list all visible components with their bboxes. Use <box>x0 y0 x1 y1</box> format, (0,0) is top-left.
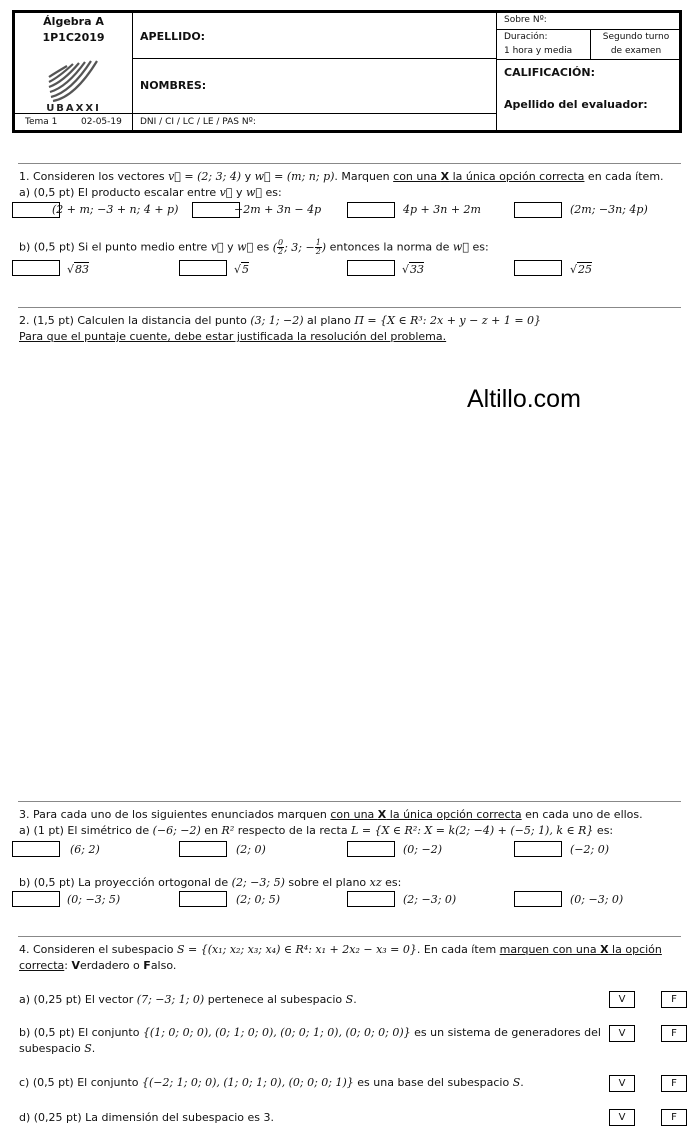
text: la única opción correcta <box>386 808 522 821</box>
text: y <box>241 170 255 183</box>
text: es <box>253 240 273 254</box>
false-option[interactable]: F <box>661 1075 687 1092</box>
math: {(1; 0; 0; 0), (0; 1; 0; 0), (0; 0; 1; 0), (0; 0; 0; 0)} <box>142 1026 411 1039</box>
answer-checkbox[interactable] <box>347 260 395 276</box>
text: es un sistema de generadores del <box>410 1026 601 1039</box>
q2-justify-note: Para que el puntaje cuente, debe estar justificada la resolución del problema. <box>19 330 447 343</box>
q3b-option-1: (0; −3; 5) <box>67 893 121 906</box>
text: X <box>600 943 609 956</box>
text: . <box>91 1042 96 1055</box>
turno-line1: Segundo turno <box>602 32 670 42</box>
math: S <box>512 1076 521 1089</box>
paren: ) <box>321 240 327 254</box>
false-option[interactable]: F <box>661 1025 687 1042</box>
radicand: 83 <box>75 263 90 276</box>
answer-checkbox[interactable] <box>514 841 562 857</box>
q3a-option-4: (−2; 0) <box>570 843 609 856</box>
answer-checkbox[interactable] <box>514 891 562 907</box>
q1a-statement <box>19 186 282 199</box>
math: v⃗ <box>219 186 233 199</box>
math: w⃗ <box>245 186 263 199</box>
text: con una <box>393 170 441 183</box>
text: 2. (1,5 pt) Calculen la distancia del punto <box>19 314 251 327</box>
q1-intro <box>19 170 664 183</box>
text: X <box>440 170 450 183</box>
evaluador-label: Apellido del evaluador: <box>504 98 648 111</box>
radicand: 33 <box>410 263 425 276</box>
q4b-statement-cont <box>19 1042 95 1055</box>
text: a) (1 pt) El simétrico de <box>19 824 153 837</box>
divider <box>496 59 679 60</box>
q1b-statement <box>19 239 489 256</box>
text: c) (0,5 pt) El conjunto <box>19 1076 142 1089</box>
text: y <box>223 240 238 254</box>
true-option[interactable]: V <box>609 991 635 1008</box>
fraction <box>277 239 284 256</box>
answer-checkbox[interactable] <box>347 841 395 857</box>
text: b) (0,5 pt) La proyección ortogonal de <box>19 876 232 889</box>
q3a-option-2: (2; 0) <box>236 843 266 856</box>
text: en cada ítem. <box>584 170 664 183</box>
midpoint <box>272 238 327 256</box>
math: w⃗ <box>237 240 254 254</box>
math: (−6; −2) <box>152 824 201 837</box>
math: S <box>84 1042 92 1055</box>
text: entonces la norma de <box>326 240 453 254</box>
q1a-option-4: (2m; −3n; 4p) <box>570 203 648 216</box>
dni-label: DNI / CI / LC / LE / PAS Nº: <box>140 117 256 127</box>
text: subespacio <box>19 1042 85 1055</box>
math: (2; −3; 5) <box>231 876 285 889</box>
text: en <box>200 824 222 837</box>
sqrt-sign: √ <box>234 263 242 276</box>
sobre-label: Sobre Nº: <box>504 15 547 25</box>
text: . Marquen <box>334 170 394 183</box>
course-name: Álgebra A <box>43 15 104 28</box>
math: v⃗ = (2; 3; 4) <box>168 170 242 183</box>
text: 4. Consideren el subespacio <box>19 943 177 956</box>
duracion-value: 1 hora y media <box>504 46 573 56</box>
answer-checkbox[interactable] <box>12 841 60 857</box>
text: ; 3; − <box>284 240 315 254</box>
q4a-statement <box>19 993 357 1006</box>
calificacion-label: CALIFICACIÓN: <box>504 66 596 79</box>
text: la opción <box>608 943 662 956</box>
answer-checkbox[interactable] <box>179 891 227 907</box>
q4b-statement <box>19 1026 601 1039</box>
text: sobre el plano <box>284 876 370 889</box>
section-divider <box>18 936 681 937</box>
math: (3; 1; −2) <box>250 314 304 327</box>
text: erdadero o <box>79 959 144 972</box>
math: {(−2; 1; 0; 0), (1; 0; 1; 0), (0; 0; 0; 1)} <box>142 1076 354 1089</box>
text: correcta <box>19 959 65 972</box>
text: b) (0,5 pt) El conjunto <box>19 1026 143 1039</box>
text: es: <box>593 824 614 837</box>
text: en cada uno de ellos. <box>521 808 643 821</box>
text: : <box>64 959 72 972</box>
duracion-label: Duración: <box>504 32 548 42</box>
q4c-statement <box>19 1076 524 1089</box>
exam-date: 02-05-19 <box>81 117 122 127</box>
math: w⃗ = (m; n; p) <box>254 170 335 183</box>
text: 3. Para cada uno de los siguientes enunciados marquen <box>19 808 331 821</box>
text: X <box>377 808 387 821</box>
exam-header <box>12 10 682 133</box>
denominator: 2 <box>315 247 321 256</box>
text <box>393 170 584 183</box>
text <box>330 808 521 821</box>
text: es una base del subespacio <box>353 1076 513 1089</box>
text: al plano <box>303 314 355 327</box>
text: V <box>71 959 80 972</box>
true-option[interactable]: V <box>609 1025 635 1042</box>
q3a-option-1: (6; 2) <box>70 843 100 856</box>
false-option[interactable]: F <box>661 991 687 1008</box>
answer-checkbox[interactable] <box>347 891 395 907</box>
q3-intro <box>19 808 643 821</box>
text: a) (0,5 pt) El producto escalar entre <box>19 186 220 199</box>
math: Π = {X ∈ R³: 2x + y − z + 1 = 0} <box>354 314 542 327</box>
paren: ( <box>272 240 277 254</box>
divider <box>590 30 591 60</box>
true-option[interactable]: V <box>609 1109 635 1126</box>
sqrt-sign: √ <box>67 263 75 276</box>
answer-checkbox[interactable] <box>347 202 395 218</box>
logo-text: UBAXXI <box>46 103 101 114</box>
q3a-option-3: (0; −2) <box>403 843 442 856</box>
watermark: Altillo.com <box>467 385 581 413</box>
q1b-option-3 <box>402 262 424 276</box>
section-divider <box>18 163 681 164</box>
q3b-option-4: (0; −3; 0) <box>570 893 624 906</box>
text: es: <box>262 186 282 199</box>
math: S = {(x₁; x₂; x₃; x₄) ∈ R⁴: x₁ + 2x₂ − x₃ = 0} <box>177 943 417 956</box>
text: . <box>520 1076 524 1089</box>
section-divider <box>18 801 681 802</box>
math: (7; −3; 1; 0) <box>136 993 205 1006</box>
math: xz <box>369 876 382 889</box>
q2-statement <box>19 314 541 327</box>
text: also. <box>150 959 177 972</box>
q1a-option-1: (2 + m; −3 + n; 4 + p) <box>52 203 179 216</box>
text: es: <box>381 876 402 889</box>
divider <box>496 13 497 130</box>
answer-checkbox[interactable] <box>192 202 240 218</box>
q3a-statement <box>19 824 613 837</box>
text: . <box>353 993 357 1006</box>
math: S <box>345 993 354 1006</box>
math: L = {X ∈ R²: X = k(2; −4) + (−5; 1), k ∈ R} <box>351 824 594 837</box>
text: la única opción correcta <box>449 170 585 183</box>
answer-checkbox[interactable] <box>179 260 227 276</box>
answer-checkbox[interactable] <box>179 841 227 857</box>
math: v⃗ <box>210 240 224 254</box>
course-code: 1P1C2019 <box>42 31 105 44</box>
false-option[interactable]: F <box>661 1109 687 1126</box>
radicand: 5 <box>242 263 250 276</box>
answer-checkbox[interactable] <box>12 891 60 907</box>
numerator: 1 <box>315 238 321 247</box>
answer-checkbox[interactable] <box>514 202 562 218</box>
q1b-option-1 <box>67 262 89 276</box>
numerator: 0 <box>277 238 284 247</box>
text: con una <box>330 808 378 821</box>
text: F <box>143 959 151 972</box>
answer-checkbox[interactable] <box>514 260 562 276</box>
section-divider <box>18 307 681 308</box>
denominator: 2 <box>277 247 284 256</box>
q4d-statement: d) (0,25 pt) La dimensión del subespacio es 3. <box>19 1111 275 1124</box>
text: pertenece al subespacio <box>204 993 346 1006</box>
turno-line2: de examen <box>610 46 662 56</box>
q3b-statement <box>19 876 401 889</box>
tema-label: Tema 1 <box>25 117 58 127</box>
nombres-label: NOMBRES: <box>140 79 207 92</box>
text: es: <box>468 240 489 254</box>
math: w⃗ <box>452 240 469 254</box>
q1a-option-3: 4p + 3n + 2m <box>403 203 481 216</box>
q4-intro-line1 <box>19 943 662 956</box>
text: respecto de la recta <box>234 824 352 837</box>
text: marquen con una <box>499 943 601 956</box>
radicand: 25 <box>578 263 593 276</box>
divider <box>132 58 496 59</box>
text: . En cada ítem <box>416 943 500 956</box>
math: R² <box>221 824 235 837</box>
answer-checkbox[interactable] <box>12 260 60 276</box>
true-option[interactable]: V <box>609 1075 635 1092</box>
text: 1. Consideren los vectores <box>19 170 169 183</box>
text: b) (0,5 pt) Si el punto medio entre <box>19 240 211 254</box>
apellido-label: APELLIDO: <box>140 30 206 43</box>
q1b-option-2 <box>234 262 249 276</box>
sqrt-sign: √ <box>402 263 410 276</box>
q1b-option-4 <box>570 262 592 276</box>
fraction <box>315 239 322 256</box>
q1a-option-2: −2m + 3n − 4p <box>234 203 322 216</box>
q3b-option-2: (2; 0; 5) <box>236 893 280 906</box>
uba-logo-icon <box>45 57 105 107</box>
text: y <box>232 186 246 199</box>
q3b-option-3: (2; −3; 0) <box>403 893 457 906</box>
divider <box>496 29 679 30</box>
q4-intro-line2 <box>19 959 176 972</box>
text: a) (0,25 pt) El vector <box>19 993 137 1006</box>
sqrt-sign: √ <box>570 263 578 276</box>
text <box>500 943 662 956</box>
